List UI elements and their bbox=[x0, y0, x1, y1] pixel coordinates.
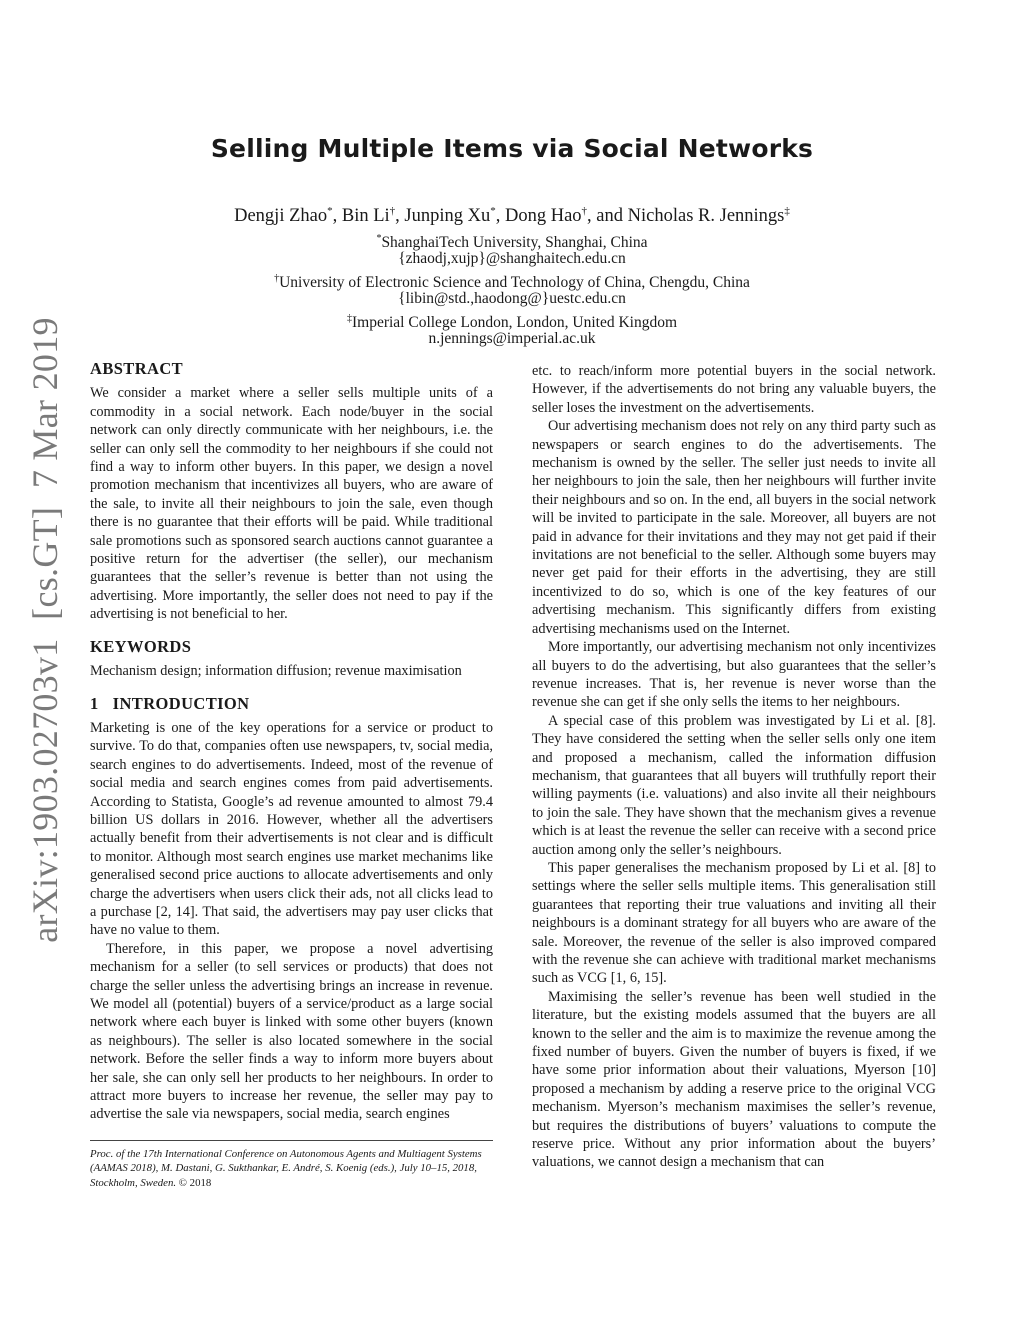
affiliation-text: n.jennings@imperial.ac.uk bbox=[428, 330, 596, 347]
affiliation-text: ShanghaiTech University, Shanghai, China bbox=[381, 234, 648, 252]
conference-footnote bbox=[90, 1140, 493, 1190]
keywords-text: Mechanism design; information diffusion; revenue maximisation bbox=[90, 663, 462, 680]
author-mark: † bbox=[389, 205, 396, 217]
author-name: Nicholas R. Jennings bbox=[627, 206, 785, 227]
affiliation-text: Imperial College London, London, United Kingdom bbox=[351, 314, 677, 332]
author-name: Junping Xu bbox=[404, 206, 491, 227]
paragraph: More importantly, our advertising mechanism not only incentivizes all buyers to do the advertising, but also guarantees that the seller’s revenue increases. That is, her revenue is never worse than the revenue she can get if she only sells the items to her neighbours. bbox=[532, 639, 936, 711]
affiliation-email bbox=[0, 289, 1024, 309]
left-column bbox=[90, 360, 493, 1124]
abstract-heading: ABSTRACT bbox=[90, 359, 184, 378]
author-separator: , bbox=[332, 206, 342, 227]
author-separator: , and bbox=[587, 206, 628, 227]
keywords-heading: KEYWORDS bbox=[90, 636, 192, 656]
affiliation-text: {libin@std.,haodong@}uestc.edu.cn bbox=[398, 290, 626, 307]
paragraph: Maximising the seller’s revenue has been well studied in the literature, but the existing models assumed that the buyers are all known to the seller and the aim is to maximize the revenue among the fixed number of buyers. Given the number of buyers is fixed, if we have some prior information about their valuations, Myerson [10] proposed a mechanism by adding a reserve price to the original VCG mechanism. Myerson’s mechanism maximises the seller’s revenue, but requires the distributions of buyers’ valuations to compute the reserve price. Without any prior information about the buyers’ valuations, we cannot design a mechanism that can bbox=[532, 988, 936, 1171]
author-mark: * bbox=[327, 205, 333, 217]
affiliation-email bbox=[0, 249, 1024, 269]
paragraph: Therefore, in this paper, we propose a novel advertising mechanism for a seller (to sell services or products) that does not charge the seller unless the advertising brings an increase in revenue. We model all (potential) buyers of a service/product as a large social network where each buyer is linked with some other buyers (known as neighbours). The seller is also located somewhere in the social network. Before the seller finds a way to inform more buyers about her sale, she can only sell her products to her neighbours. In order to attract more buyers to increase her revenue, the seller may pay to advertise the sale via newspapers, social media, search engines bbox=[90, 940, 493, 1123]
affiliation-text: {zhaodj,xujp}@shanghaitech.edu.cn bbox=[398, 250, 626, 267]
affiliation-email bbox=[0, 329, 1024, 349]
author-separator: , bbox=[495, 206, 505, 227]
copyright-text: © 2018 bbox=[178, 1176, 212, 1189]
right-column bbox=[532, 362, 936, 1172]
paragraph: This paper generalises the mechanism proposed by Li et al. [8] to settings where the seller sells multiple items. This generalisation still guarantees that reporting their true valuations and inviting all their neighbours is a dominant strategy for all buyers who are aware of the sale. Moreover, the revenue of the seller is also improved compared with the revenue she can achieve with traditional market mechanisms such as VCG [1, 6, 15]. bbox=[532, 859, 936, 987]
section-title: INTRODUCTION bbox=[112, 693, 250, 713]
paragraph: A special case of this problem was investigated by Li et al. [8]. They have considered the setting when the seller sells only one item and proposed a mechanism, called the information diffusion mechanism, that guarantees that all buyers will truthfully report their willing payments (i.e. valuations) and also invite all their neighbours to join the sale. They have shown that the mechanism gives a revenue which is at least the revenue the seller can receive with a second price auction among only the seller’s neighbours. bbox=[532, 712, 936, 858]
paper-title: Selling Multiple Items via Social Networks bbox=[210, 134, 814, 163]
author-name: Dengji Zhao bbox=[234, 206, 328, 227]
affiliation-mark: † bbox=[274, 273, 280, 284]
author-list bbox=[0, 205, 1024, 227]
paragraph: Marketing is one of the key operations for a service or product to survive. To do that, companies often use newspapers, tv, social media, search engines to do advertisements. Indeed, most of the revenue of social media and search engines comes from paid advertisements. According to Statista, Google’s ad revenue amounted to almost 79.4 billion US dollars in 2016. However, whether all the advertisers actually benefit from their advertisements is not clear and is difficult to monitor. Although most search engines use market mechanims like generalised second price auctions to allocate advertisements and only charge the advertisers when users click their ads, not all clicks lead to a purchase [2, 14]. That said, the advertisers may pay user clicks that have no value to them. bbox=[90, 719, 493, 939]
paragraph: Our advertising mechanism does not rely on any third party such as newspapers or search engines to do the advertisements. The mechanism is owned by the seller. The seller just needs to invite all her neighbours to join the sale, then her neighbours will further invite their neighbours and so on. In the end, all buyers in the social network will be invited to participate in the sale. Moreover, all buyers are not paid in advance for their invitations and they may not get paid if their invitations are not beneficial to the seller. Although some buyers may never get paid for their efforts in the advertising, they are still incentivized to do so, which is one of the key features of our advertising mechanism. This significantly differs from existing advertising mechanisms used on the Internet. bbox=[532, 418, 936, 637]
introduction-heading bbox=[90, 695, 493, 713]
author-separator: , bbox=[395, 206, 405, 227]
author-mark: † bbox=[581, 205, 588, 217]
abstract-text: We consider a market where a seller sells multiple units of a commodity in a social network. Each node/buyer in the social network can only directly communicate with her neighbours, i.e. the seller can only sell the commodity to her neighbours if she could not find a way to inform other buyers. In this paper, we design a novel promotion mechanism that incentivizes all buyers, who are aware of the sale, to invite all their neighbours to join the sale, even though there is no guarantee that their efforts will be paid. While traditional sale promotions such as sponsored search auctions cannot guarantee a positive return for the advertiser (the seller), our mechanism guarantees that the seller’s revenue is better than not using the advertising. More importantly, the seller does not need to pay if the advertising is not beneficial to her. bbox=[90, 385, 493, 623]
affiliation-text: University of Electronic Science and Technology of China, Chengdu, China bbox=[279, 274, 750, 292]
section-number: 1 bbox=[90, 693, 99, 713]
affiliation-mark: * bbox=[376, 233, 382, 244]
author-mark: ‡ bbox=[784, 205, 790, 217]
arxiv-identifier: arXiv:1903.02703v1 [cs.GT] 7 Mar 2019 bbox=[25, 317, 65, 943]
affiliation-mark: ‡ bbox=[346, 313, 352, 324]
author-name: Bin Li bbox=[341, 206, 390, 227]
author-mark: * bbox=[490, 205, 496, 217]
paragraph: etc. to reach/inform more potential buyers in the social network. However, if the advertisements do not bring any valuable buyers, the seller loses the investment on the advertisements. bbox=[532, 363, 936, 416]
author-name: Dong Hao bbox=[504, 206, 582, 227]
proceedings-text: Proc. of the 17th International Conference on Autonomous Agents and Multiagent Systems (AAMAS 2018), M. Dastani, G. Sukthankar, E. André, S. Koenig (eds.), July 10–15, 2018, Stockholm, Sweden. bbox=[90, 1148, 482, 1189]
